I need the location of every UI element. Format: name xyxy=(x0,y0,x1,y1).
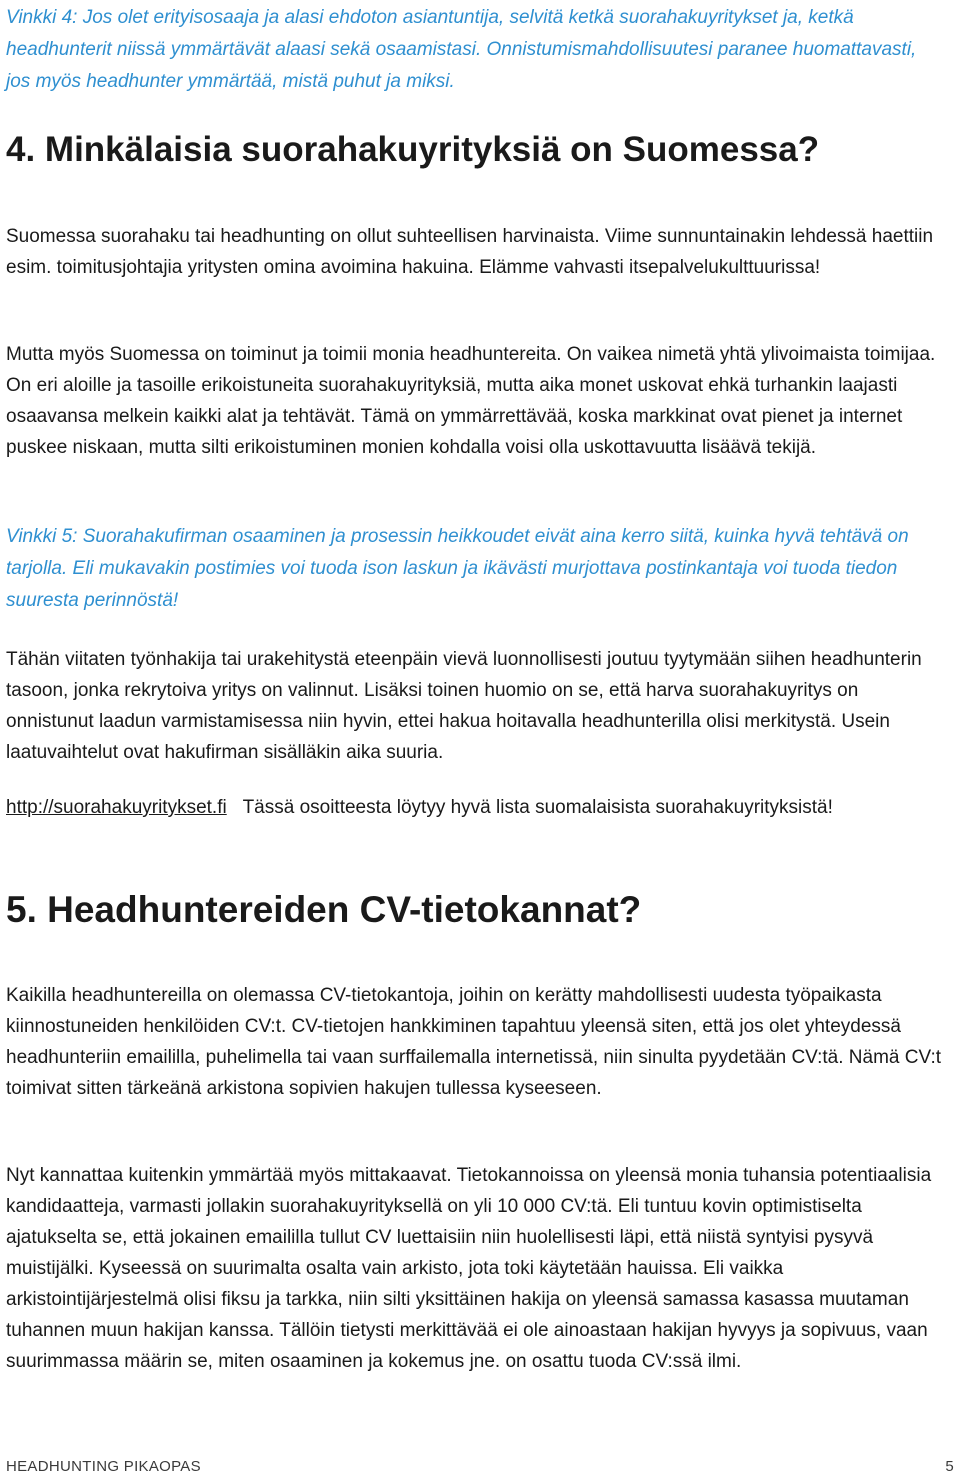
page-number: 5 xyxy=(945,1458,954,1475)
section-4-paragraph-1: Suomessa suorahaku tai headhunting on ollut suhteellisen harvinaista. Viime sunnuntainakin lehdessä haettiin esim. toimitusjohtajia yritysten omina avoimina hakuina. Elämme vahvasti itsepalvelukulttuurissa! xyxy=(6,226,934,278)
section-4-title: 4. Minkälaisia suorahakuyrityksiä on Suomessa? xyxy=(6,130,820,169)
section-5-paragraph-2: Nyt kannattaa kuitenkin ymmärtää myös mittakaavat. Tietokannoissa on yleensä monia tuhansia potentiaalisia kandidaatteja, varmasti jollakin suorahakuyrityksellä on yli 10 000 CV:tä. Eli tuntuu kovin optimistiselta ajatukselta se, että jokainen emaililla tullut CV luettaisiin niin huolellisesti läpi, että niistä syntyisi pysyvä muistijälki. Kyseessä on suurimalta osalta vain arkisto, jota toki käytetään hauissa. Eli vaikka arkistointijärjestelmä olisi fiksu ja tarkka, niin silti yksittäinen hakija on yleensä samassa kasassa muutaman tuhannen muun hakijan kanssa. Tällöin tietysti merkittävää ei ole ainoastaan hakijan hyvyys ja sopivuus, vaan suurimmassa määrin se, miten osaaminen ja kokemus jne. on osattu tuoda CV:ssä ilmi. xyxy=(6,1165,932,1372)
tip-5: Vinkki 5: Suorahakufirman osaaminen ja prosessin heikkoudet eivät aina kerro siitä, kuinka hyvä tehtävä on tarjolla. Eli mukavakin postimies voi tuoda ison laskun ja ikävästi murjottava postinkantaja voi tuoda tiedon suuresta perinnöstä! xyxy=(6,526,909,611)
suorahakuyritykset-link[interactable]: http://suorahakuyritykset.fi xyxy=(6,797,227,818)
section-4-paragraph-2: Mutta myös Suomessa on toiminut ja toimii monia headhuntereita. On vaikea nimetä yhtä ylivoimaista toimijaa. On eri aloille ja tasoille erikoistuneita suorahakuyrityksiä, mutta aika monet uskovat ehkä turhankin laajasti osaavansa melkein kaikki alat ja tehtävät. Tämä on ymmärrettävää, koska markkinat ovat pienet ja internet puskee niskaan, mutta silti erikoistuminen monien kohdalla voisi olla uskottavuutta lisäävä tekijä. xyxy=(6,344,936,458)
tip-4: Vinkki 4: Jos olet erityisosaaja ja alasi ehdoton asiantuntija, selvitä ketkä suorahakuyritykset ja, ketkä headhunterit niissä ymmärtävät alaasi sekä osaamistasi. Onnistumismahdollisuutesi paranee huomattavasti, jos myös headhunter ymmärtää, mistä puhut ja miksi. xyxy=(6,7,917,92)
page-footer xyxy=(6,1458,954,1476)
link-paragraph xyxy=(6,792,950,823)
link-description: Tässä osoitteesta löytyy hyvä lista suomalaisista suorahakuyrityksistä! xyxy=(242,797,833,818)
footer-title: HEADHUNTING PIKAOPAS xyxy=(6,1458,201,1475)
section-5-title: 5. Headhuntereiden CV-tietokannat? xyxy=(6,889,642,930)
section-5-paragraph-1: Kaikilla headhuntereilla on olemassa CV-tietokantoja, joihin on kerätty mahdollisesti uudesta työpaikasta kiinnostuneiden henkilöiden CV:t. CV-tietojen hankkiminen tapahtuu yleensä siten, että jos olet yhteydessä headhunteriin emaililla, puhelimella tai vaan surffailemalla internetissä, niin sinulta pyydetään CV:tä. Nämä CV:t toimivat sitten tärkeänä arkistona sopivien hakujen tullessa kyseeseen. xyxy=(6,985,942,1099)
section-4-paragraph-3: Tähän viitaten työnhakija tai urakehitystä eteenpäin vievä luonnollisesti joutuu tyytymään siihen headhunterin tasoon, jonka rekrytoiva yritys on valinnut. Lisäksi toinen huomio on se, että harva suorahakuyritys on onnistunut laadun varmistamisessa niin hyvin, ettei hakua hoitavalla headhunterilla olisi merkitystä. Usein laatuvaihtelut ovat hakufirman sisälläkin aika suuria. xyxy=(6,649,922,763)
